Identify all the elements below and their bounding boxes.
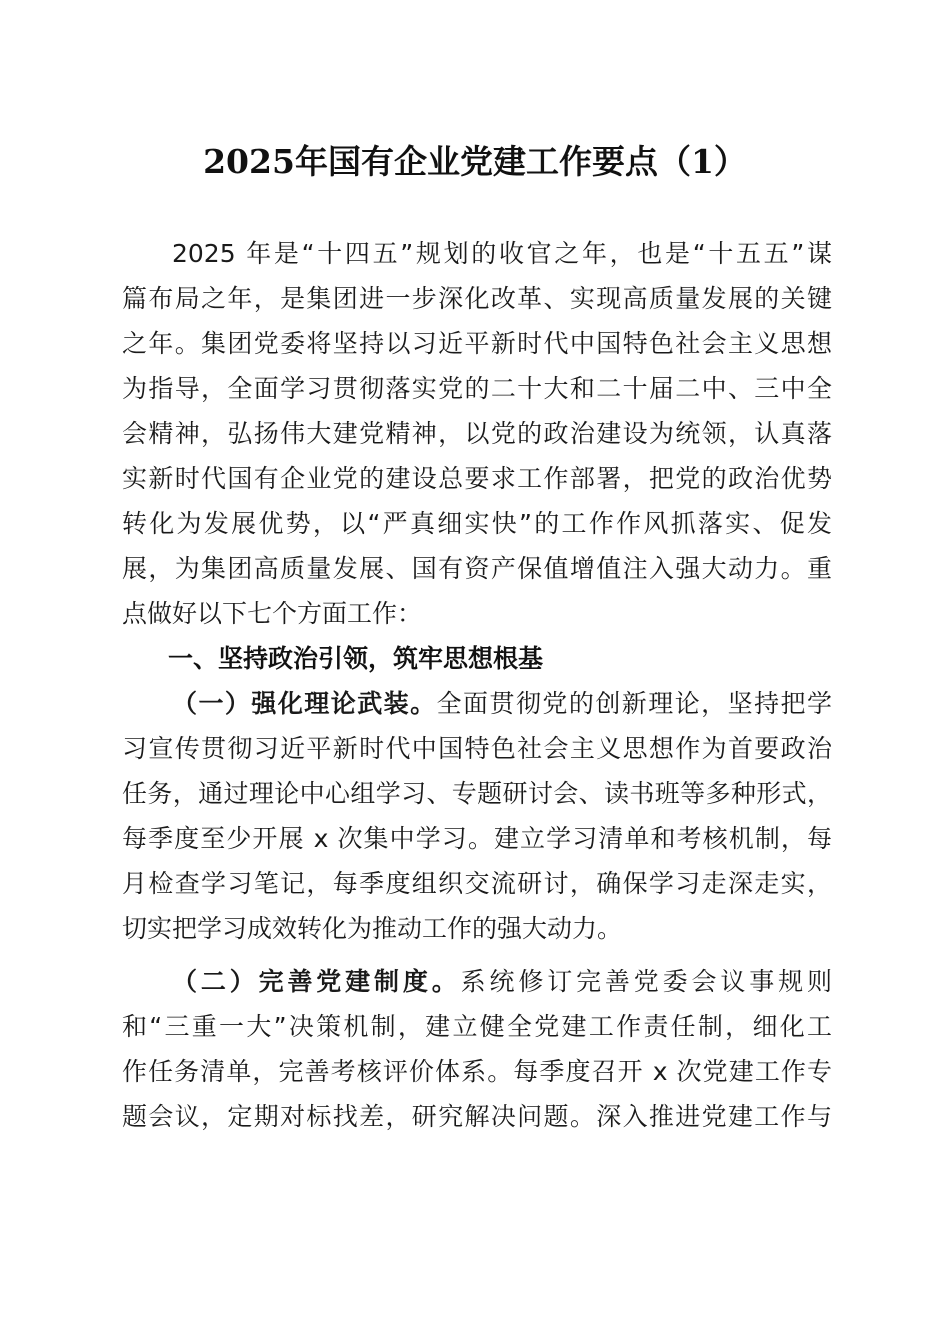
paragraph-line: 2025 年是“十四五”规划的收官之年，也是“十五五”谋 [172,239,832,268]
subsection-first-line [122,959,832,1004]
subsection-first-line [122,681,832,726]
paragraph-line: 点做好以下七个方面工作： [122,599,423,628]
document-title: 2025年国有企业党建工作要点（1） [203,142,747,181]
paragraph-line: 题会议，定期对标找差，研究解决问题。深入推进党建工作与 [122,1102,832,1131]
subsection-text: 系统修订完善党委会议事规则 [460,967,832,996]
paragraph-gap [122,951,832,959]
paragraph-line: 转化为发展优势，以“严真细实快”的工作作风抓落实、促发 [122,509,832,538]
paragraph-line: 和“三重一大”决策机制，建立健全党建工作责任制，细化工 [122,1012,832,1041]
paragraph-line: 会精神，弘扬伟大建党精神，以党的政治建设为统领，认真落 [122,419,832,448]
paragraph-line: 展，为集团高质量发展、国有资产保值增值注入强大动力。重 [122,554,832,583]
paragraph-line: 习宣传贯彻习近平新时代中国特色社会主义思想作为首要政治 [122,734,832,763]
paragraph-line: 实新时代国有企业党的建设总要求工作部署，把党的政治优势 [122,464,832,493]
paragraph-line: 篇布局之年，是集团进一步深化改革、实现高质量发展的关键 [122,284,832,313]
paragraph-line: 任务，通过理论中心组学习、专题研讨会、读书班等多种形式， [122,779,832,808]
paragraph-line: 切实把学习成效转化为推动工作的强大动力。 [122,914,623,943]
paragraph-line: 月检查学习笔记，每季度组织交流研讨，确保学习走深走实， [122,869,832,898]
section-heading: 一、坚持政治引领，筑牢思想根基 [168,644,544,673]
paragraph-line: 为指导，全面学习贯彻落实党的二十大和二十届二中、三中全 [122,374,832,403]
document-body [122,231,832,1139]
paragraph-line: 作任务清单，完善考核评价体系。每季度召开 x 次党建工作专 [122,1057,832,1086]
subsection-lead: （二）完善党建制度。 [172,967,461,996]
paragraph-line: 之年。集团党委将坚持以习近平新时代中国特色社会主义思想 [122,329,832,358]
paragraph-line: 每季度至少开展 x 次集中学习。建立学习清单和考核机制，每 [122,824,832,853]
subsection-lead: （一）强化理论武装。 [172,689,437,718]
subsection-text: 全面贯彻党的创新理论，坚持把学 [436,689,832,718]
